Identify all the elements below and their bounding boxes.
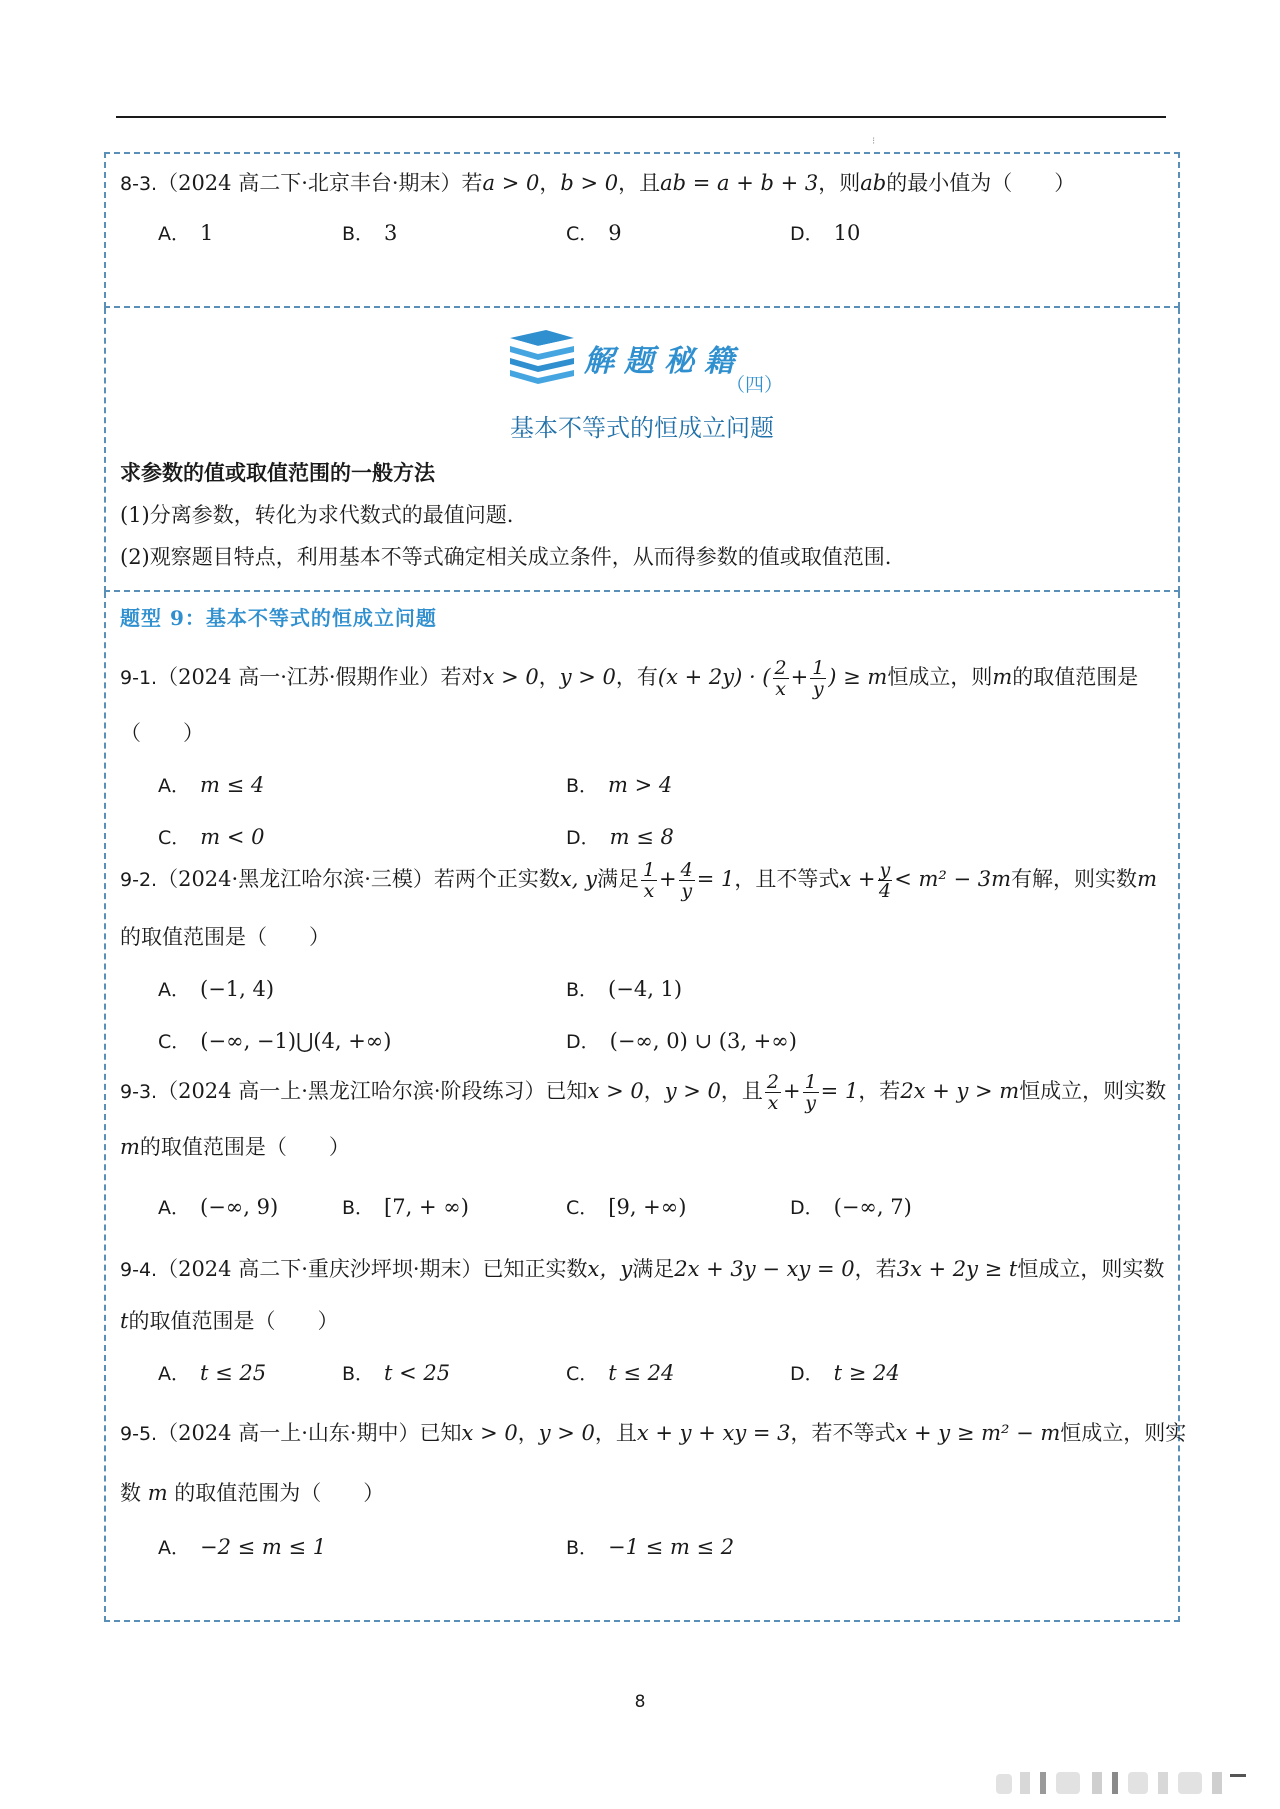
tips-line-1: (1)分离参数，转化为求代数式的最值问题. (120, 503, 514, 527)
watermark-logo (992, 1768, 1252, 1798)
option-b[interactable]: B． m > 4 (566, 773, 673, 797)
option-a[interactable]: A． m ≤ 4 (158, 773, 265, 797)
option-d[interactable]: D． 10 (790, 221, 861, 245)
question-9-5: 9-5.（2024 高一上·山东·期中）已知x > 0，y > 0，且x + y + xy = 3，若不等式x + y ≥ m² − m恒成立，则实 (120, 1421, 1187, 1445)
fraction: $\frac{1}{y}$ (812, 657, 825, 700)
option-b[interactable]: B． (−4, 1) (566, 977, 683, 1001)
option-b[interactable]: B． t < 25 (342, 1361, 451, 1385)
option-a[interactable]: A． (−1, 4) (158, 977, 275, 1001)
question-9-4-line-2: t的取值范围是（ ） (120, 1309, 339, 1333)
logo-title: 解题秘籍 (584, 344, 744, 379)
logo-subtitle: （四） (726, 374, 784, 396)
option-c[interactable]: C． (−∞, −1)⋃(4, +∞) (158, 1029, 392, 1053)
question-9-2-line-2: 的取值范围是（ ） (120, 925, 330, 949)
option-a[interactable]: A． 1 (158, 221, 214, 245)
option-c[interactable]: C． [9, +∞) (566, 1195, 687, 1219)
header-rule (116, 116, 1166, 118)
question-9-1: 9-1.（2024 高一·江苏·假期作业）若对x > 0，y > 0，有(x + 2y) · ( $\frac{2}{x}$ + $\frac{1}{y}$ ) ≥ m恒成立，则m的取值范围是 (120, 657, 1139, 700)
question-8-3: 8-3.（2024 高二下·北京丰台·期末）若a > 0，b > 0，且ab = a + b + 3，则ab的最小值为（ ） (120, 171, 1076, 195)
book-stack-icon (506, 328, 578, 384)
option-c[interactable]: C． m < 0 (158, 825, 265, 849)
question-box-8-3 (104, 152, 1180, 308)
question-9-3: 9-3.（2024 高一上·黑龙江哈尔滨·阶段练习）已知x > 0，y > 0，且 $\frac{2}{x}$ + $\frac{1}{y}$ = 1，若2x + y > m恒成立，则实数 (120, 1071, 1167, 1114)
option-a[interactable]: A． −2 ≤ m ≤ 1 (158, 1535, 327, 1559)
option-d[interactable]: D． (−∞, 0) ∪ (3, +∞) (566, 1029, 797, 1053)
tips-heading: 求参数的值或取值范围的一般方法 (120, 460, 435, 485)
tips-line-2: (2)观察题目特点，利用基本不等式确定相关成立条件，从而得参数的值或取值范围. (120, 545, 892, 569)
question-box-type-9 (104, 592, 1187, 1622)
option-b[interactable]: B． −1 ≤ m ≤ 2 (566, 1535, 735, 1559)
option-d[interactable]: D． (−∞, 7) (790, 1195, 912, 1219)
option-a[interactable]: A． (−∞, 9) (158, 1195, 279, 1219)
option-d[interactable]: D． t ≥ 24 (790, 1361, 900, 1385)
option-c[interactable]: C． 9 (566, 221, 622, 245)
option-b[interactable]: B． 3 (342, 221, 398, 245)
type-title: 题型 9：基本不等式的恒成立问题 (120, 606, 437, 630)
question-9-5-line-2: 数 m 的取值范围为（ ） (120, 1481, 385, 1505)
question-9-3-line-2: m的取值范围是（ ） (120, 1135, 350, 1159)
option-a[interactable]: A． t ≤ 25 (158, 1361, 267, 1385)
question-9-4: 9-4.（2024 高二下·重庆沙坪坝·期末）已知正实数x，y满足2x + 3y − xy = 0，若3x + 2y ≥ t恒成立，则实数 (120, 1257, 1165, 1281)
page-number: 8 (634, 1692, 646, 1712)
option-b[interactable]: B． [7, + ∞) (342, 1195, 469, 1219)
fraction: $\frac{2}{x}$ (774, 657, 787, 700)
option-c[interactable]: C． t ≤ 24 (566, 1361, 675, 1385)
section-title: 基本不等式的恒成立问题 (510, 414, 774, 442)
option-d[interactable]: D． m ≤ 8 (566, 825, 674, 849)
tips-box (104, 308, 1180, 592)
margin-mark: ⁝ (872, 136, 876, 147)
question-9-1-paren: （ ） (120, 721, 204, 745)
question-9-2: 9-2.（2024·黑龙江哈尔滨·三模）若两个正实数x, y满足 $\frac{1}{x}$ + $\frac{4}{y}$ = 1，且不等式x + $\frac{y}{4}$ < m² − 3m有解，则实数m (120, 859, 1157, 902)
